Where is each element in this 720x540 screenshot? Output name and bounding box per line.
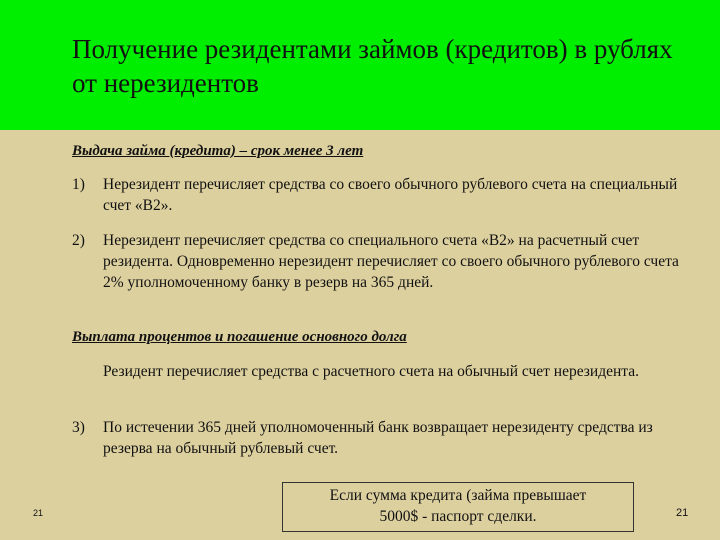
section-heading-loan-issue: Выдача займа (кредита) – срок менее 3 лет — [72, 143, 364, 159]
page-number-left: 21 — [33, 508, 44, 518]
note-line: Если сумма кредита (займа превышает — [329, 487, 587, 504]
passport-note-box — [282, 482, 634, 532]
page-number-right: 21 — [676, 507, 689, 519]
list-item-text: Нерезидент перечисляет средства со специального счета «В2» на расчетный счет резидента. Одновременно нерезидент перечисляет со своего обычного рублевого счета 2% уполномоченному банку в резерв на 365 дней. — [103, 232, 679, 291]
list-item — [72, 174, 692, 216]
list-item — [72, 417, 692, 459]
list-item-text: По истечении 365 дней уполномоченный банк возвращает нерезиденту средства из резерва на обычный рублевый счет. — [103, 419, 653, 457]
slide-title: Получение резидентами займов (кредитов) в рублях от нерезидентов — [72, 34, 673, 98]
list-item-text: Резидент перечисляет средства с расчетного счета на обычный счет нерезидента. — [103, 363, 639, 380]
note-line: 5000$ - паспорт сделки. — [379, 508, 537, 525]
list-item — [72, 361, 692, 382]
list-item-number: 1) — [72, 176, 85, 193]
section-heading-repayment: Выплата процентов и погашение основного долга — [72, 329, 407, 345]
list-item-number: 3) — [72, 419, 85, 436]
list-item-text: Нерезидент перечисляет средства со своего обычного рублевого счета на специальный счет «В2». — [103, 176, 678, 214]
list-item — [72, 230, 692, 293]
list-item-number: 2) — [72, 232, 85, 249]
